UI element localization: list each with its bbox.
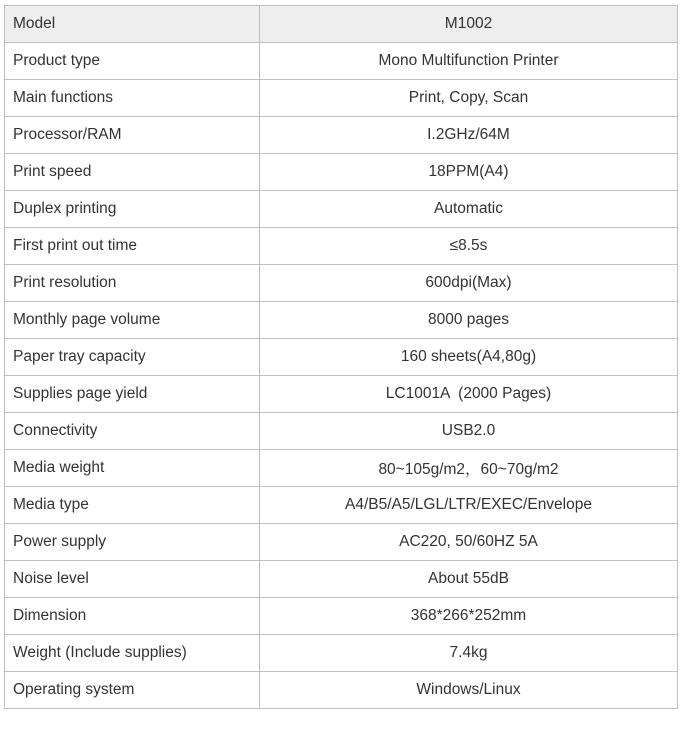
table-row xyxy=(5,635,678,672)
spec-value: ≤8.5s xyxy=(260,228,678,265)
spec-value: M1002 xyxy=(260,6,678,43)
spec-value: 18PPM(A4) xyxy=(260,154,678,191)
spec-label: Media weight xyxy=(5,450,260,487)
spec-label: Print speed xyxy=(5,154,260,191)
spec-value: 7.4kg xyxy=(260,635,678,672)
spec-value: Windows/Linux xyxy=(260,672,678,709)
spec-label: Supplies page yield xyxy=(5,376,260,413)
spec-table-body xyxy=(5,6,678,709)
spec-value: Automatic xyxy=(260,191,678,228)
table-row xyxy=(5,265,678,302)
table-row xyxy=(5,487,678,524)
table-row xyxy=(5,43,678,80)
table-row xyxy=(5,228,678,265)
spec-label: Noise level xyxy=(5,561,260,598)
spec-table xyxy=(4,5,678,709)
table-row xyxy=(5,376,678,413)
spec-value: 600dpi(Max) xyxy=(260,265,678,302)
spec-value: Mono Multifunction Printer xyxy=(260,43,678,80)
spec-value: 8000 pages xyxy=(260,302,678,339)
spec-value: 80~105g/m2，60~70g/m2 xyxy=(260,450,678,487)
table-row xyxy=(5,302,678,339)
spec-label: Weight (Include supplies) xyxy=(5,635,260,672)
spec-value: About 55dB xyxy=(260,561,678,598)
spec-label: Model xyxy=(5,6,260,43)
spec-value: AC220, 50/60HZ 5A xyxy=(260,524,678,561)
spec-label: Main functions xyxy=(5,80,260,117)
spec-label: Connectivity xyxy=(5,413,260,450)
spec-label: Paper tray capacity xyxy=(5,339,260,376)
spec-label: Processor/RAM xyxy=(5,117,260,154)
spec-label: Print resolution xyxy=(5,265,260,302)
spec-label: Dimension xyxy=(5,598,260,635)
spec-value: I.2GHz/64M xyxy=(260,117,678,154)
spec-value: LC1001A (2000 Pages) xyxy=(260,376,678,413)
spec-value: USB2.0 xyxy=(260,413,678,450)
table-row xyxy=(5,524,678,561)
spec-label: Duplex printing xyxy=(5,191,260,228)
spec-value: A4/B5/A5/LGL/LTR/EXEC/Envelope xyxy=(260,487,678,524)
table-row xyxy=(5,561,678,598)
spec-label: Operating system xyxy=(5,672,260,709)
spec-value: 160 sheets(A4,80g) xyxy=(260,339,678,376)
table-row xyxy=(5,598,678,635)
spec-value: 368*266*252mm xyxy=(260,598,678,635)
table-row-model xyxy=(5,6,678,43)
spec-label: First print out time xyxy=(5,228,260,265)
spec-label: Product type xyxy=(5,43,260,80)
spec-label: Power supply xyxy=(5,524,260,561)
spec-label: Monthly page volume xyxy=(5,302,260,339)
table-row xyxy=(5,154,678,191)
spec-label: Media type xyxy=(5,487,260,524)
table-row xyxy=(5,80,678,117)
table-row xyxy=(5,450,678,487)
table-row xyxy=(5,672,678,709)
table-row xyxy=(5,117,678,154)
table-row xyxy=(5,339,678,376)
table-row xyxy=(5,191,678,228)
table-row xyxy=(5,413,678,450)
spec-value: Print, Copy, Scan xyxy=(260,80,678,117)
